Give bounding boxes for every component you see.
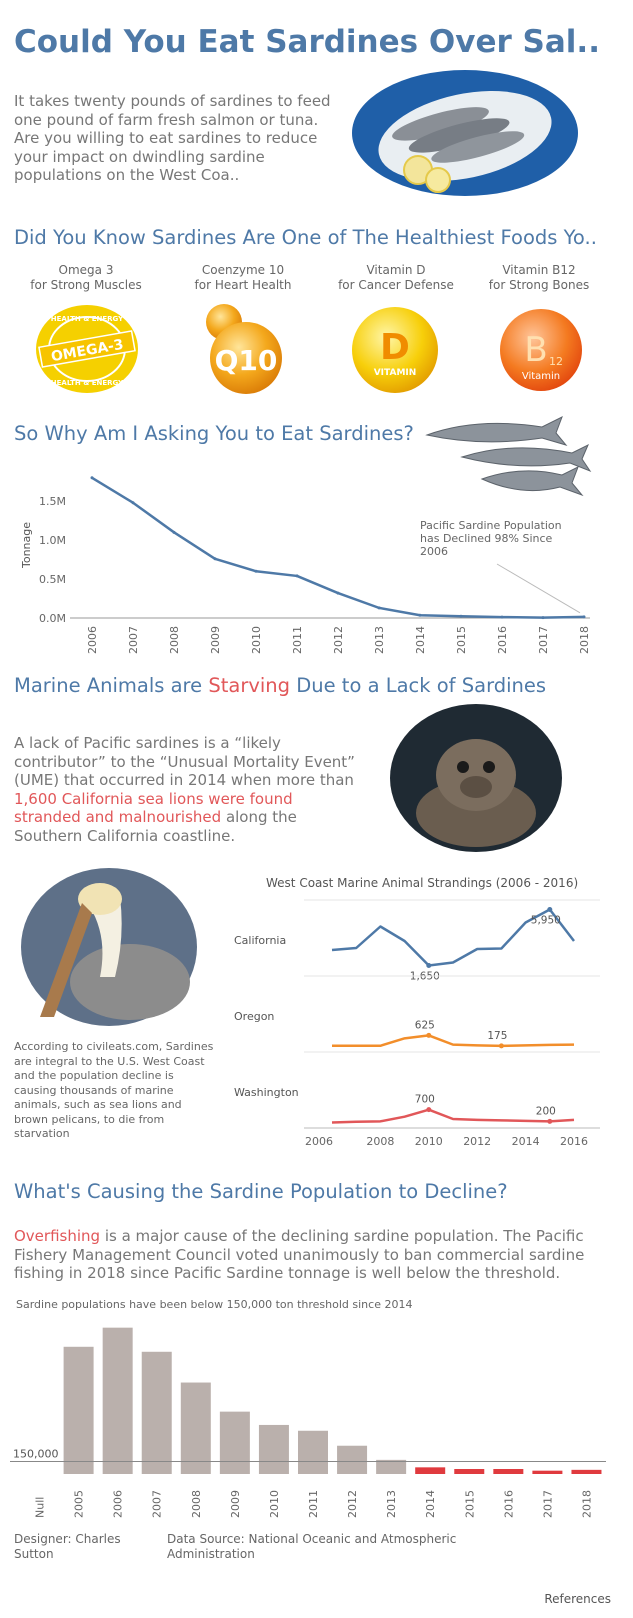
omega3-badge-icon: [34, 303, 140, 395]
x-tick-label: 2006: [305, 1135, 333, 1148]
x-tick-label: 2008: [366, 1135, 395, 1148]
svg-text:D: D: [380, 327, 410, 368]
x-tick-label: 2016: [560, 1135, 588, 1148]
y-tick-label: 0.5M: [39, 573, 66, 587]
series-point: [547, 907, 552, 912]
strandings-title: West Coast Marine Animal Strandings (2006 - 2016): [266, 876, 579, 890]
x-tick-label: 2015: [455, 626, 468, 654]
series-label: Washington: [234, 1086, 299, 1099]
tonnage-point: [542, 616, 545, 619]
causing-heading: What's Causing the Sardine Population to Decline?: [14, 1180, 508, 1203]
bar: [337, 1446, 367, 1474]
series-line: [332, 1035, 574, 1046]
svg-text:B: B: [524, 330, 548, 370]
series-label: Oregon: [234, 1010, 275, 1023]
x-tick-label: 2010: [267, 1490, 281, 1518]
tonnage-point: [337, 592, 340, 595]
data-label: 175: [487, 1029, 508, 1042]
tonnage-point: [501, 616, 504, 619]
bar: [64, 1347, 94, 1474]
bar: [454, 1469, 484, 1474]
tonnage-point: [214, 557, 217, 560]
bar: [298, 1431, 328, 1474]
svg-text:12: 12: [549, 355, 563, 368]
threshold-bar-chart: [0, 1316, 610, 1531]
x-tick-label: 2014: [424, 1490, 438, 1518]
x-tick-label: 2009: [209, 626, 222, 654]
series-point: [426, 963, 431, 968]
strandings-chart: [228, 892, 608, 1157]
y-tick-label: 0.0M: [39, 612, 66, 625]
references-button[interactable]: References: [544, 1592, 611, 1606]
pelican-note: According to civileats.com, Sardines are integral to the U.S. West Coast and the population decline is causing thousands of marine animals, such as sea lions and brown pelicans, to die from starvation: [14, 1040, 214, 1140]
x-tick-label: 2016: [496, 626, 509, 654]
tonnage-point: [91, 476, 94, 479]
tonnage-point: [378, 606, 381, 609]
x-tick-label: 2017: [541, 1490, 555, 1518]
tonnage-point: [296, 574, 299, 577]
decline-annotation: Pacific Sardine Population has Declined 98% Since 2006: [420, 519, 562, 558]
x-tick-label: 2007: [127, 626, 140, 654]
tonnage-point: [255, 570, 258, 573]
x-tick-label: Null: [33, 1496, 47, 1518]
nutrient-omega3-label: Omega 3 for Strong Muscles: [30, 263, 142, 292]
x-tick-label: 2007: [150, 1490, 164, 1518]
data-label: 200: [535, 1105, 556, 1118]
x-tick-label: 2012: [332, 626, 345, 654]
tonnage-point: [419, 614, 422, 617]
tonnage-point: [583, 615, 586, 618]
sea-lion-image: [389, 703, 563, 853]
intro-text: It takes twenty pounds of sardines to feed one pound of farm fresh salmon or tuna. Are you willing to eat sardines to reduce your impact on dwindling sardine populations on the West Coa..: [14, 92, 331, 184]
x-tick-label: 2018: [578, 626, 591, 654]
bar: [415, 1467, 445, 1474]
x-tick-label: 2014: [414, 626, 427, 654]
x-tick-label: 2009: [228, 1490, 242, 1518]
bar: [142, 1352, 172, 1474]
q10-badge-icon: [194, 300, 290, 398]
x-tick-label: 2014: [511, 1135, 540, 1148]
x-tick-label: 2011: [291, 626, 304, 654]
data-label: 1,650: [409, 970, 440, 983]
x-tick-label: 2008: [168, 626, 181, 654]
why-heading: So Why Am I Asking You to Eat Sardines?: [14, 422, 414, 445]
x-tick-label: 2005: [72, 1490, 86, 1518]
threshold-label: 150,000: [13, 1447, 59, 1461]
vitamin-b12-badge-icon: [496, 305, 586, 395]
data-label: 625: [414, 1019, 435, 1032]
data-label: 700: [414, 1093, 435, 1106]
bar: [220, 1412, 250, 1474]
y-tick-label: 1.5M: [39, 495, 66, 509]
starving-text: A lack of Pacific sardines is a “likely contributor” to the “Unusual Mortality Event” (UME) that occurred in 2014 when more than 1,600 California sea lions were found stranded and malnourished along the Southern California coastline.: [14, 734, 355, 845]
series-point: [499, 1043, 504, 1048]
causing-text: Overfishing is a major cause of the declining sardine population. The Pacific Fishery Management Council voted unanimously to ban commercial sardine fishing in 2018 since Pacific Sardine tonnage is well below the threshold.: [14, 1227, 585, 1282]
starving-heading: Marine Animals are Starving Due to a Lack of Sardines: [14, 674, 547, 697]
nutrient-b12-label: Vitamin B12 for Strong Bones: [488, 263, 590, 292]
x-tick-label: 2010: [250, 626, 263, 654]
x-tick-label: 2010: [414, 1135, 443, 1148]
x-tick-label: 2012: [463, 1135, 492, 1148]
bar: [103, 1328, 133, 1474]
x-tick-label: 2006: [111, 1490, 125, 1518]
pelican-image: [20, 867, 198, 1027]
svg-text:HEALTH & ENERGY: HEALTH & ENERGY: [50, 379, 124, 387]
svg-text:Vitamin: Vitamin: [521, 371, 561, 382]
bar: [181, 1383, 211, 1474]
vitamin-d-badge-icon: [350, 305, 440, 395]
svg-text:HEALTH & ENERGY: HEALTH & ENERGY: [50, 315, 124, 323]
data-label: 5,950: [530, 914, 561, 927]
tonnage-chart-svg: [0, 460, 600, 660]
y-tick-label: 1.0M: [39, 534, 66, 548]
x-tick-label: 2017: [537, 626, 550, 654]
nutrient-coq10-label: Coenzyme 10 for Heart Health: [194, 263, 292, 292]
x-tick-label: 2011: [307, 1490, 320, 1518]
svg-text:VITAMIN: VITAMIN: [373, 368, 417, 378]
x-tick-label: 2012: [346, 1490, 360, 1518]
tonnage-point: [132, 501, 135, 504]
page-title: Could You Eat Sardines Over Sal..: [14, 24, 600, 60]
nutrient-vitd-label: Vitamin D for Cancer Defense: [338, 263, 454, 292]
x-tick-label: 2013: [385, 1490, 399, 1518]
data-source: Data Source: National Oceanic and Atmospheric Administration: [167, 1532, 457, 1561]
bar: [571, 1470, 601, 1474]
series-point: [426, 1033, 431, 1038]
x-tick-label: 2018: [580, 1490, 594, 1518]
x-tick-label: 2013: [373, 626, 386, 654]
designer-credit: Designer: Charles Sutton: [14, 1532, 121, 1561]
healthy-heading: Did You Know Sardines Are One of The Healthiest Foods Yo..: [14, 226, 597, 249]
threshold-chart-title: Sardine populations have been below 150,000 ton threshold since 2014: [16, 1298, 413, 1311]
x-tick-label: 2006: [86, 626, 99, 654]
annotation-leader-line: [497, 564, 580, 613]
svg-text:Q10: Q10: [214, 344, 278, 377]
sardine-plate-image: [350, 68, 580, 198]
bar: [532, 1471, 562, 1474]
bar: [493, 1469, 523, 1474]
y-axis-label: Tonnage: [20, 521, 33, 569]
x-tick-label: 2015: [463, 1490, 477, 1518]
svg-text:OMEGA-3: OMEGA-3: [49, 336, 125, 366]
x-tick-label: 2008: [189, 1490, 203, 1518]
tonnage-point: [173, 531, 176, 534]
series-point: [547, 1119, 552, 1124]
x-tick-label: 2016: [502, 1490, 516, 1518]
series-label: California: [234, 934, 287, 947]
series-point: [426, 1107, 431, 1112]
tonnage-point: [460, 615, 463, 618]
tonnage-chart: [0, 460, 600, 660]
bar: [259, 1425, 289, 1474]
